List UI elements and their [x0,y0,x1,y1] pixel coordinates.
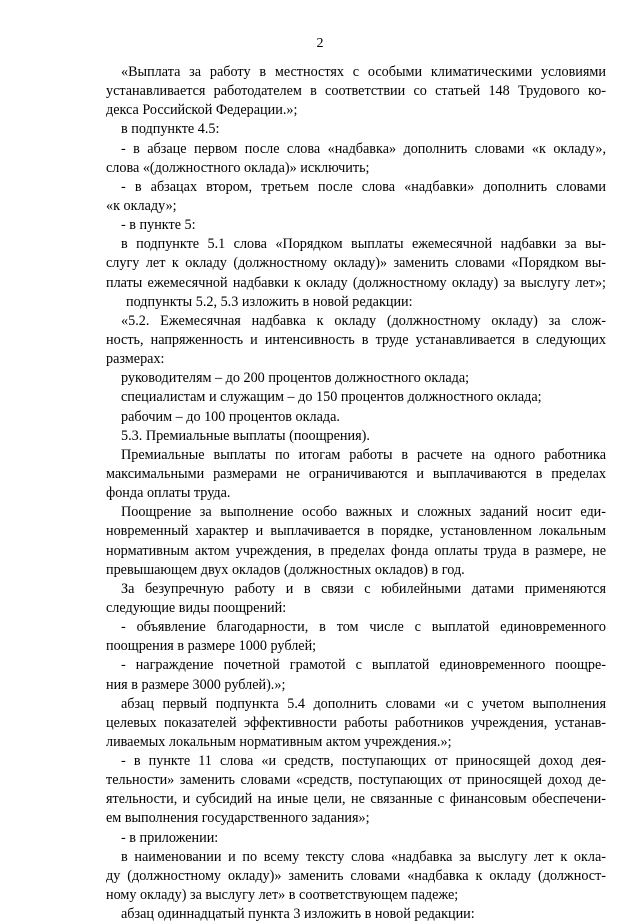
text-line: - в приложении: [121,829,219,846]
text-line: платы ежемесячной надбавки к окладу (должностному окладу) за выслугу лет»; [106,274,606,291]
document-body [106,63,606,924]
text-line: абзац одиннадцатый пункта 3 изложить в новой редакции: [121,906,475,923]
text-line: ду (должностному окладу)» заменить словами «надбавка к окладу (должност- [106,867,606,884]
text-line: специалистам и служащим – до 150 процентов должностного оклада; [121,389,542,406]
text-line: ятельности, и субсидий на иные цели, не связанные с финансовым обеспечени- [106,791,606,808]
text-line: - в абзаце первом после слова «надбавка» дополнить словами «к окладу», [121,140,606,157]
text-line: в подпункте 4.5: [121,121,220,138]
text-line: поощрения в размере 1000 рублей; [106,638,317,655]
text-line: - награждение почетной грамотой с выплатой единовременного поощре- [121,657,606,674]
text-line: слова «(должностного оклада)» исключить; [106,159,370,176]
text-line: максимальными размерами не ограничиваются и выплачиваются в пределах [106,465,606,482]
text-line: «5.2. Ежемесячная надбавка к окладу (должностному окладу) за слож- [121,312,606,329]
text-line: Поощрение за выполнение особо важных и сложных заданий носит еди- [121,504,606,521]
text-line: абзац первый подпункта 5.4 дополнить словами «и с учетом выполнения [121,695,606,712]
text-line: в наименовании и по всему тексту слова «надбавка за выслугу лет к окла- [121,848,606,865]
text-line: превышающем двух окладов (должностных окладов) в год. [106,561,465,578]
text-line: нормативным актом учреждения, в пределах фонда оплаты труда в размере, не [106,542,606,559]
text-line: - в абзацах втором, третьем после слова «надбавки» дополнить словами [121,178,606,195]
text-line: устанавливается работодателем в соответствии со статьей 148 Трудового ко- [106,83,606,100]
text-line: ность, напряженность и интенсивность в труде устанавливается в следующих [106,331,606,348]
text-line: руководителям – до 200 процентов должностного оклада; [121,370,470,387]
text-line: - объявление благодарности, в том числе с выплатой единовременного [121,619,606,636]
text-line: ем выполнения государственного задания»; [106,810,370,827]
text-line: «к окладу»; [106,197,177,214]
text-line: «Выплата за работу в местностях с особыми климатическими условиями [121,64,606,80]
text-line: размерах: [106,351,165,368]
text-line: в подпункте 5.1 слова «Порядком выплаты ежемесячной надбавки за вы- [121,236,606,253]
text-line: рабочим – до 100 процентов оклада. [121,408,340,425]
text-line: новременный характер и выплачивается в порядке, установленном локальным [106,523,606,540]
text-line: - в пункте 5: [121,217,196,234]
text-line: тельности» заменить словами «средств, поступающих от приносящей доход де- [106,772,606,789]
text-line: 5.3. Премиальные выплаты (поощрения). [121,427,370,444]
text-line: фонда оплаты труда. [106,485,231,502]
text-line: следующие виды поощрений: [106,599,287,616]
text-line: Премиальные выплаты по итогам работы в расчете на одного работника [121,446,606,463]
text-line: декса Российской Федерации.»; [106,102,298,119]
text-line: - в пункте 11 слова «и средств, поступающих от приносящей доход дея- [121,753,606,770]
text-line: ливаемых локальным нормативным актом учреждения.»; [106,733,452,750]
text-line: слугу лет к окладу (должностному окладу)» заменить словами «Порядком вы- [106,255,606,272]
page-number: 2 [316,36,324,51]
text-line: За безупречную работу и в связи с юбилейными датами применяются [121,580,606,597]
text-line: ния в размере 3000 рублей).»; [106,676,286,693]
text-line: целевых показателей эффективности работы работников учреждения, устанав- [106,714,606,731]
text-line: ному окладу) за выслугу лет» в соответствующем падеже; [106,887,459,904]
text-line: подпункты 5.2, 5.3 изложить в новой редакции: [126,293,413,310]
